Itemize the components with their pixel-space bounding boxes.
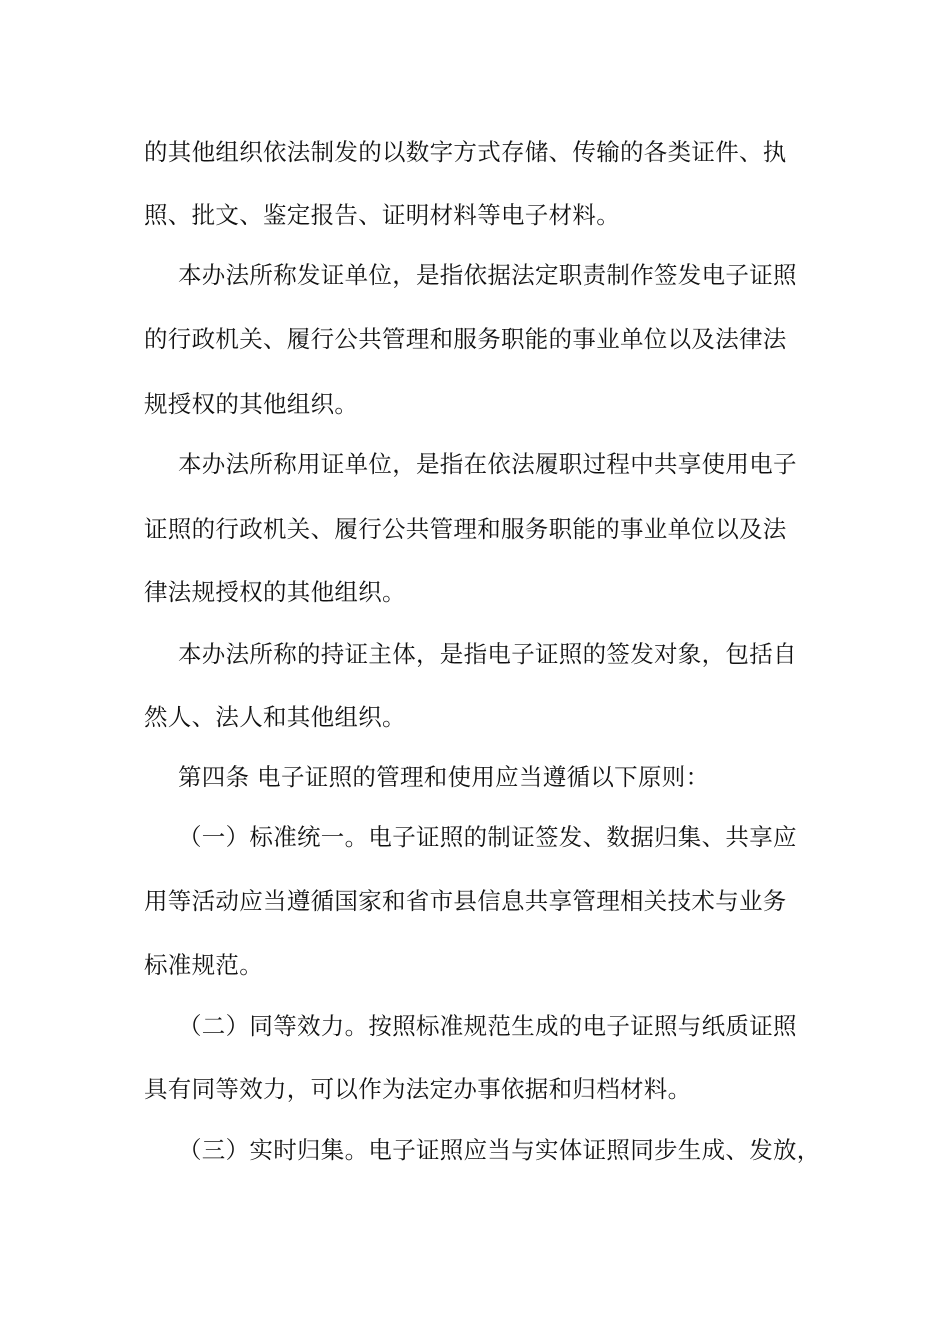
text-line-11: 第四条 电子证照的管理和使用应当遵循以下原则： — [178, 763, 710, 791]
text-line-17: （三）实时归集。电子证照应当与实体证照同步生成、发放， — [178, 1136, 821, 1164]
text-line-9: 本办法所称的持证主体，是指电子证照的签发对象，包括自 — [178, 640, 797, 668]
text-line-14: 标准规范。 — [144, 951, 263, 979]
text-line-1: 的其他组织依法制发的以数字方式存储、传输的各类证件、执 — [144, 138, 787, 166]
text-line-12: （一）标准统一。电子证照的制证签发、数据归集、共享应 — [178, 823, 797, 851]
text-line-13: 用等活动应当遵循国家和省市县信息共享管理相关技术与业务 — [144, 887, 787, 915]
text-line-2: 照、批文、鉴定报告、证明材料等电子材料。 — [144, 201, 620, 229]
text-line-4: 的行政机关、履行公共管理和服务职能的事业单位以及法律法 — [144, 325, 787, 353]
text-line-10: 然人、法人和其他组织。 — [144, 703, 406, 731]
text-line-16: 具有同等效力，可以作为法定办事依据和归档材料。 — [144, 1075, 692, 1103]
text-line-6: 本办法所称用证单位，是指在依法履职过程中共享使用电子 — [178, 450, 797, 478]
text-line-8: 律法规授权的其他组织。 — [144, 578, 406, 606]
text-line-5: 规授权的其他组织。 — [144, 390, 359, 418]
text-line-7: 证照的行政机关、履行公共管理和服务职能的事业单位以及法 — [144, 515, 787, 543]
text-line-15: （二）同等效力。按照标准规范生成的电子证照与纸质证照 — [178, 1012, 797, 1040]
text-line-3: 本办法所称发证单位，是指依据法定职责制作签发电子证照 — [178, 261, 797, 289]
